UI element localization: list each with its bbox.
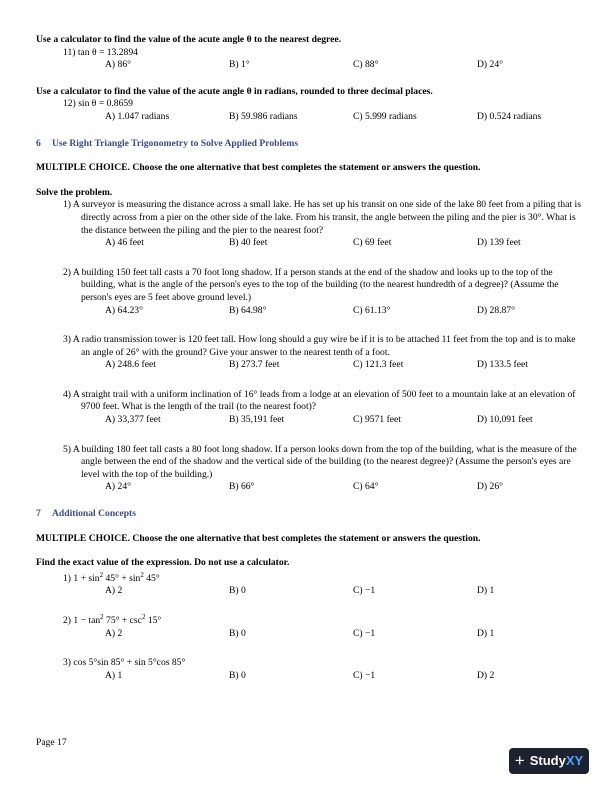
question-6-1 bbox=[63, 199, 584, 249]
section-7-heading bbox=[36, 508, 584, 521]
option-d: D) 133.5 feet bbox=[477, 359, 528, 371]
option-a: A) 46 feet bbox=[105, 237, 144, 249]
plus-icon: + bbox=[514, 750, 525, 770]
answer-options bbox=[105, 359, 584, 372]
option-d: D) 0.524 radians bbox=[477, 110, 542, 122]
exponent: 2 bbox=[141, 613, 146, 621]
section-number: 7 bbox=[36, 508, 41, 520]
option-a: A) 33,377 feet bbox=[105, 414, 161, 426]
option-c: C) 64° bbox=[353, 481, 379, 493]
option-d: D) 2 bbox=[477, 669, 495, 681]
option-c: C) −1 bbox=[353, 585, 376, 597]
option-d: D) 24° bbox=[477, 59, 503, 71]
multiple-choice-instruction: MULTIPLE CHOICE. Choose the one alternative that best completes the statement or answers the question. bbox=[36, 162, 481, 174]
question-6-2 bbox=[63, 267, 584, 317]
option-b: B) 64.98° bbox=[229, 304, 267, 316]
expression-part: 75° + csc bbox=[103, 615, 142, 626]
exponent: 2 bbox=[99, 570, 104, 579]
option-b: B) 35,191 feet bbox=[229, 414, 285, 426]
option-a: A) 2 bbox=[105, 585, 123, 597]
question-text: sin θ = 0.8659 bbox=[78, 98, 133, 110]
option-b: B) 59.986 radians bbox=[229, 110, 298, 122]
option-a: A) 64.23° bbox=[105, 304, 143, 316]
question-number: 2) bbox=[63, 615, 71, 626]
option-c: C) 69 feet bbox=[353, 237, 392, 249]
page-number: Page 17 bbox=[36, 737, 67, 748]
question-6-4 bbox=[63, 389, 584, 427]
brand-xy: XY bbox=[565, 752, 584, 768]
expression-part: 45° + sin bbox=[103, 572, 141, 584]
option-a: A) 86° bbox=[105, 59, 131, 71]
question-number: 2) bbox=[63, 266, 71, 278]
instruction-nearest-degree: Use a calculator to find the value of the acute angle θ to the nearest degree. bbox=[36, 34, 342, 45]
expression-part: 1 − tan bbox=[73, 615, 101, 626]
option-c: C) 5.999 radians bbox=[353, 110, 417, 122]
option-d: D) 1 bbox=[477, 627, 495, 639]
option-d: D) 10,091 feet bbox=[477, 414, 533, 426]
worksheet-page bbox=[36, 34, 584, 682]
expression-part: 1 + sin bbox=[73, 572, 100, 584]
option-b: B) 40 feet bbox=[229, 237, 268, 249]
answer-options bbox=[105, 59, 584, 72]
option-d: D) 26° bbox=[477, 481, 503, 493]
option-b: B) 0 bbox=[229, 585, 246, 597]
option-b: B) 1° bbox=[229, 59, 250, 71]
option-c: C) 88° bbox=[353, 59, 379, 71]
option-c: C) 9571 feet bbox=[353, 414, 401, 426]
option-a: A) 1.047 radians bbox=[105, 110, 170, 122]
answer-options bbox=[105, 585, 584, 598]
exponent: 2 bbox=[100, 613, 104, 621]
option-c: C) 121.3 feet bbox=[353, 359, 404, 371]
solve-instruction: Solve the problem. bbox=[36, 186, 113, 198]
question-number: 3) bbox=[63, 334, 71, 346]
multiple-choice-instruction: MULTIPLE CHOICE. Choose the one alternative that best completes the statement or answers the question. bbox=[36, 532, 481, 544]
answer-options bbox=[105, 111, 584, 124]
question-number: 12) bbox=[63, 98, 76, 110]
question-text: A building 150 feet tall casts a 70 foot long shadow. If a person stands at the end of the shadow and looks up to the top of the building, what is the angle of the person's eyes to the top of the building (to the nearest hundredth of a degree)? (Assume the person's eyes are 5 feet above ground level.) bbox=[72, 266, 559, 303]
studyxy-logo[interactable] bbox=[509, 748, 589, 774]
question-number: 5) bbox=[63, 443, 71, 455]
option-d: D) 1 bbox=[477, 585, 495, 597]
option-b: B) 0 bbox=[229, 627, 246, 639]
question-6-5 bbox=[63, 444, 584, 494]
option-a: A) 248.6 feet bbox=[105, 359, 156, 371]
question-12 bbox=[63, 98, 584, 123]
question-text: A straight trail with a uniform inclination of 16° leads from a lodge at an elevation of 500 feet to a mountain lake at an elevation of 9700 feet. What is the length of the trail (to the nearest foot)? bbox=[72, 388, 576, 413]
option-a: A) 24° bbox=[105, 481, 131, 493]
answer-options bbox=[105, 414, 584, 427]
option-b: B) 66° bbox=[229, 481, 255, 493]
option-c: C) −1 bbox=[353, 669, 376, 681]
question-6-3 bbox=[63, 334, 584, 372]
exact-value-instruction: Find the exact value of the expression. Do not use a calculator. bbox=[36, 557, 290, 569]
question-text: cos 5°sin 85° + sin 5°cos 85° bbox=[73, 657, 186, 669]
brand-study: Study bbox=[529, 752, 566, 768]
question-number: 1) bbox=[63, 572, 71, 584]
question-11 bbox=[63, 47, 584, 72]
instruction-radians: Use a calculator to find the value of the acute angle θ in radians, rounded to three decimal places. bbox=[36, 85, 433, 97]
option-d: D) 28.87° bbox=[477, 304, 515, 316]
option-d: D) 139 feet bbox=[477, 237, 521, 249]
answer-options bbox=[105, 670, 584, 683]
section-number: 6 bbox=[36, 137, 41, 149]
option-c: C) 61.13° bbox=[353, 304, 391, 316]
exponent: 2 bbox=[140, 570, 144, 579]
question-text: tan θ = 13.2894 bbox=[77, 46, 138, 58]
answer-options bbox=[105, 305, 584, 318]
question-number: 1) bbox=[63, 199, 71, 211]
answer-options bbox=[105, 628, 584, 641]
option-b: B) 273.7 feet bbox=[229, 359, 280, 371]
option-a: A) 2 bbox=[105, 627, 123, 639]
question-7-2 bbox=[63, 615, 584, 640]
question-number: 11) bbox=[63, 46, 76, 58]
question-text: A surveyor is measuring the distance across a small lake. He has set up his transit on one side of the lake 80 feet from a piling that is directly across from a pier on the other side of the lake. From his transit, the angle between the piling and the pier is 30°. What is the distance between the piling and the pier to the nearest foot? bbox=[72, 199, 581, 236]
option-b: B) 0 bbox=[229, 669, 246, 681]
question-7-3 bbox=[63, 657, 584, 682]
option-a: A) 1 bbox=[105, 669, 123, 681]
section-title: Use Right Triangle Trigonometry to Solve Applied Problems bbox=[52, 137, 299, 149]
question-number: 4) bbox=[63, 388, 71, 400]
expression-part: 45° bbox=[143, 572, 160, 584]
question-number: 3) bbox=[63, 657, 71, 669]
question-text: A building 180 feet tall casts a 80 foot long shadow. If a person looks down from the top of the building, what is the measure of the angle between the end of the shadow and the vertical side of the building (to the nearest degree)? (Assume the person's eyes are level with the top of the building.) bbox=[72, 443, 577, 480]
question-7-1 bbox=[63, 570, 584, 598]
section-6-heading bbox=[36, 138, 584, 151]
answer-options bbox=[105, 237, 584, 250]
answer-options bbox=[105, 481, 584, 494]
question-text: A radio transmission tower is 120 feet tall. How long should a guy wire be if it is to be attached 11 feet from the top and is to make an angle of 26° with the ground? Give your answer to the nearest tenth of a foot. bbox=[72, 334, 576, 358]
expression-part: 15° bbox=[145, 615, 162, 626]
section-title: Additional Concepts bbox=[52, 508, 136, 520]
option-c: C) −1 bbox=[353, 627, 376, 639]
